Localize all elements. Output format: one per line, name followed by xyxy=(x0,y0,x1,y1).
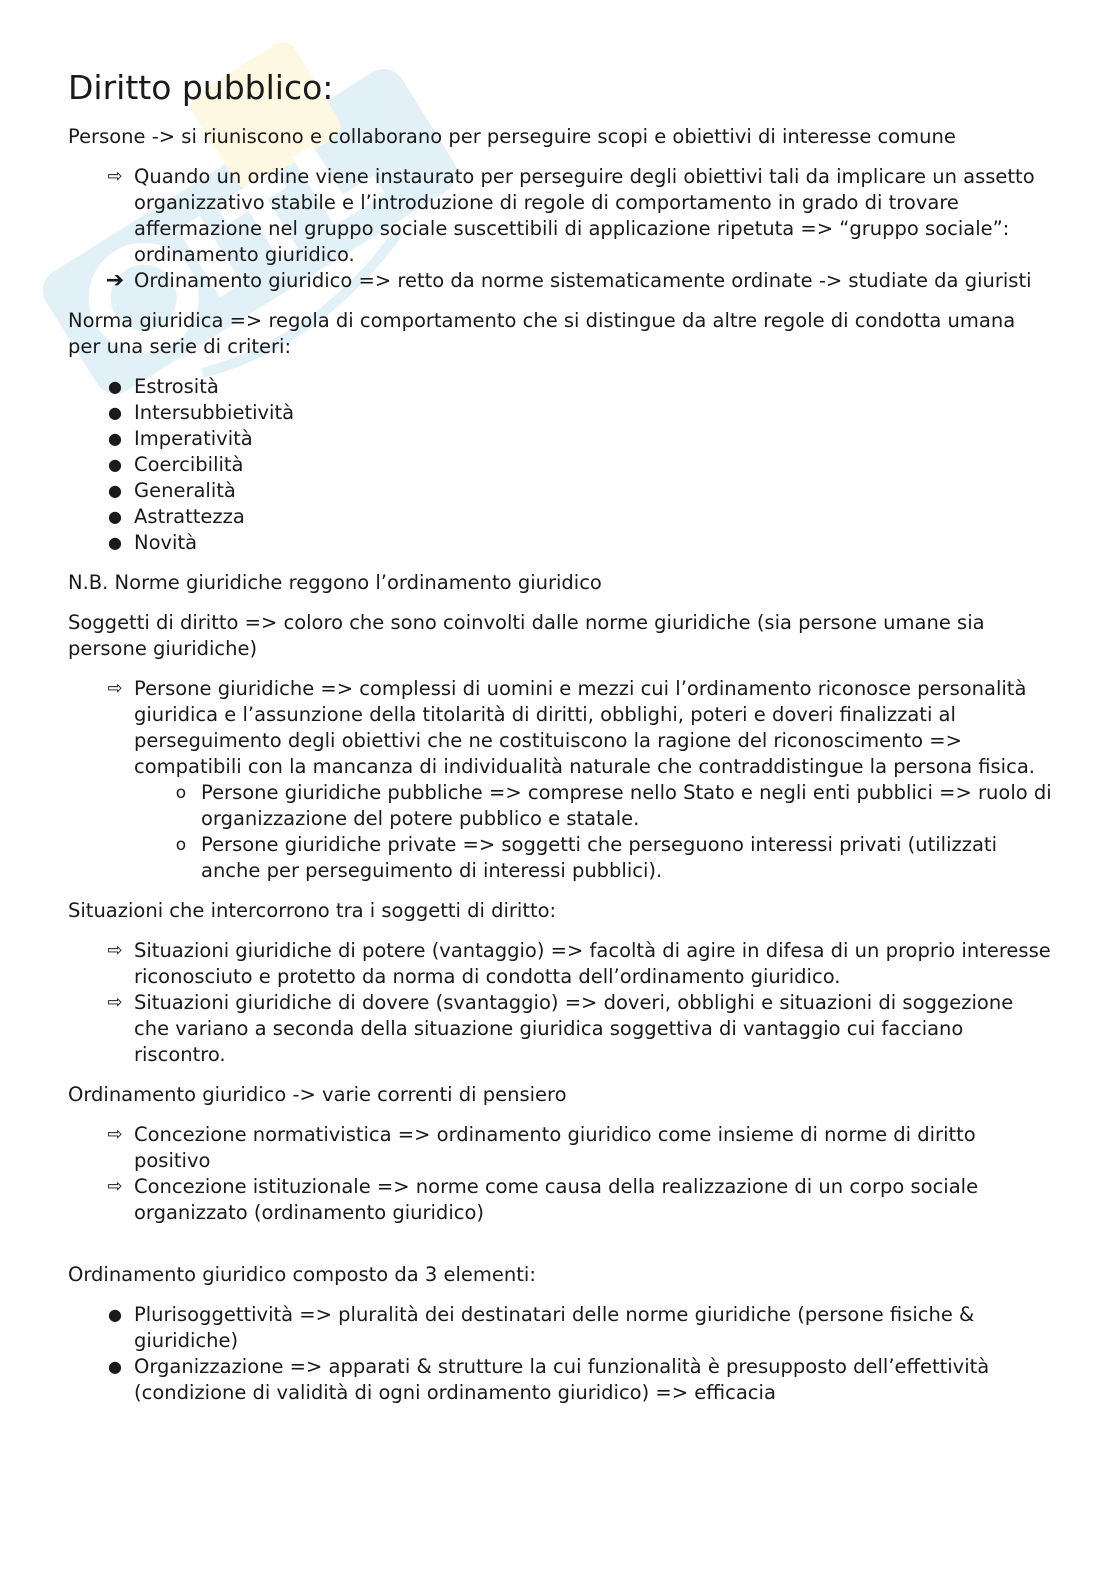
arrow-bold-icon: ➔ xyxy=(105,268,125,293)
nb-paragraph: N.B. Norme giuridiche reggono l’ordinamento giuridico xyxy=(68,571,602,594)
bullet-icon: ● xyxy=(108,403,122,422)
list-item xyxy=(68,676,1053,884)
list-item xyxy=(68,164,1053,268)
bullet-icon: ● xyxy=(108,507,122,526)
list-item-text: Plurisoggettività => pluralità dei destinatari delle norme giuridiche (persone fisiche & giuridiche) xyxy=(134,1303,975,1352)
list-item-text: Quando un ordine viene instaurato per perseguire degli obiettivi tali da implicare un assetto organizzativo stabile e l’introduzione di regole di comportamento in grado di trovare affermazione nel gruppo sociale suscettibili di applicazione ripetuta => “gruppo sociale”: ordinamento giuridico. xyxy=(134,165,1035,266)
list-item xyxy=(68,426,1053,452)
bullet-icon: ● xyxy=(108,1357,122,1376)
correnti-list xyxy=(68,1122,1053,1226)
correnti-paragraph: Ordinamento giuridico -> varie correnti di pensiero xyxy=(68,1083,567,1106)
list-item-text: Persone giuridiche => complessi di uomini e mezzi cui l’ordinamento riconosce personalità giuridica e l’assunzione della titolarità di diritti, obblighi, poteri e doveri finalizzati al perseguimento degli obiettivi che ne costituiscono la ragione del riconoscimento => compatibili con la mancanza di individualità naturale che contraddistingue la persona fisica. xyxy=(134,677,1035,778)
bullet-icon: ● xyxy=(108,429,122,448)
sub-list-item xyxy=(134,780,1053,832)
document-body xyxy=(68,58,1053,1420)
norma-paragraph: Norma giuridica => regola di comportamento che si distingue da altre regole di condotta umana per una serie di criteri: xyxy=(68,309,1016,358)
arrow-outline-icon: ⇨ xyxy=(107,1124,123,1145)
criterio-text: Estrosità xyxy=(134,375,219,398)
elementi-list xyxy=(68,1302,1053,1406)
circle-bullet-icon: o xyxy=(175,783,187,803)
intro-paragraph: Persone -> si riuniscono e collaborano per perseguire scopi e obiettivi di interesse comune xyxy=(68,125,956,148)
sub-list xyxy=(134,780,1053,884)
sub-list-item xyxy=(134,832,1053,884)
sub-list-item-text: Persone giuridiche private => soggetti che perseguono interessi privati (utilizzati anche per perseguimento di interessi pubblici). xyxy=(201,833,997,882)
list-item xyxy=(68,938,1053,990)
persone-giuridiche-list xyxy=(68,676,1053,884)
list-item xyxy=(68,478,1053,504)
bullet-icon: ● xyxy=(108,481,122,500)
list-item-text: Organizzazione => apparati & strutture la cui funzionalità è presupposto dell’effettività (condizione di validità di ogni ordinamento giuridico) => efficacia xyxy=(134,1355,990,1404)
situazioni-list xyxy=(68,938,1053,1068)
criterio-text: Coercibilità xyxy=(134,453,244,476)
list-item xyxy=(68,990,1053,1068)
arrow-outline-icon: ⇨ xyxy=(107,166,123,187)
list-item-text: Concezione istituzionale => norme come causa della realizzazione di un corpo sociale organizzato (ordinamento giuridico) xyxy=(134,1175,979,1224)
arrow-outline-icon: ⇨ xyxy=(107,1176,123,1197)
arrow-outline-icon: ⇨ xyxy=(107,940,123,961)
list-item xyxy=(68,268,1053,294)
criterio-text: Imperatività xyxy=(134,427,253,450)
list-item xyxy=(68,1122,1053,1174)
bullet-icon: ● xyxy=(108,533,122,552)
criteri-list xyxy=(68,374,1053,556)
list-item-text: Situazioni giuridiche di dovere (svantaggio) => doveri, obblighi e situazioni di soggezione che variano a seconda della situazione giuridica soggettiva di vantaggio cui facciano riscontro. xyxy=(134,991,1014,1066)
circle-bullet-icon: o xyxy=(175,835,187,855)
criterio-text: Astrattezza xyxy=(134,505,245,528)
list-item xyxy=(68,1174,1053,1226)
situazioni-paragraph: Situazioni che intercorrono tra i soggetti di diritto: xyxy=(68,899,557,922)
list-item xyxy=(68,1354,1053,1406)
criterio-text: Generalità xyxy=(134,479,236,502)
elementi-paragraph: Ordinamento giuridico composto da 3 elementi: xyxy=(68,1263,536,1286)
list-item xyxy=(68,504,1053,530)
list-item xyxy=(68,530,1053,556)
criterio-text: Novità xyxy=(134,531,198,554)
sub-list-item-text: Persone giuridiche pubbliche => comprese nello Stato e negli enti pubblici => ruolo di organizzazione del potere pubblico e statale. xyxy=(201,781,1052,830)
list-item-text: Situazioni giuridiche di potere (vantaggio) => facoltà di agire in difesa di un proprio interesse riconosciuto e protetto da norma di condotta dell’ordinamento giuridico. xyxy=(134,939,1051,988)
list-item xyxy=(68,452,1053,478)
ordine-list xyxy=(68,164,1053,294)
list-item-text: Concezione normativistica => ordinamento giuridico come insieme di norme di diritto positivo xyxy=(134,1123,976,1172)
list-item-text: Ordinamento giuridico => retto da norme sistematicamente ordinate -> studiate da giuristi xyxy=(134,269,1032,292)
arrow-outline-icon: ⇨ xyxy=(107,992,123,1013)
bullet-icon: ● xyxy=(108,455,122,474)
arrow-outline-icon: ⇨ xyxy=(107,678,123,699)
list-item xyxy=(68,1302,1053,1354)
bullet-icon: ● xyxy=(108,377,122,396)
list-item xyxy=(68,374,1053,400)
list-item xyxy=(68,400,1053,426)
soggetti-paragraph: Soggetti di diritto => coloro che sono coinvolti dalle norme giuridiche (sia persone umane sia persone giuridiche) xyxy=(68,611,985,660)
bullet-icon: ● xyxy=(108,1305,122,1324)
page-title: Diritto pubblico: xyxy=(68,68,334,107)
criterio-text: Intersubbietività xyxy=(134,401,295,424)
